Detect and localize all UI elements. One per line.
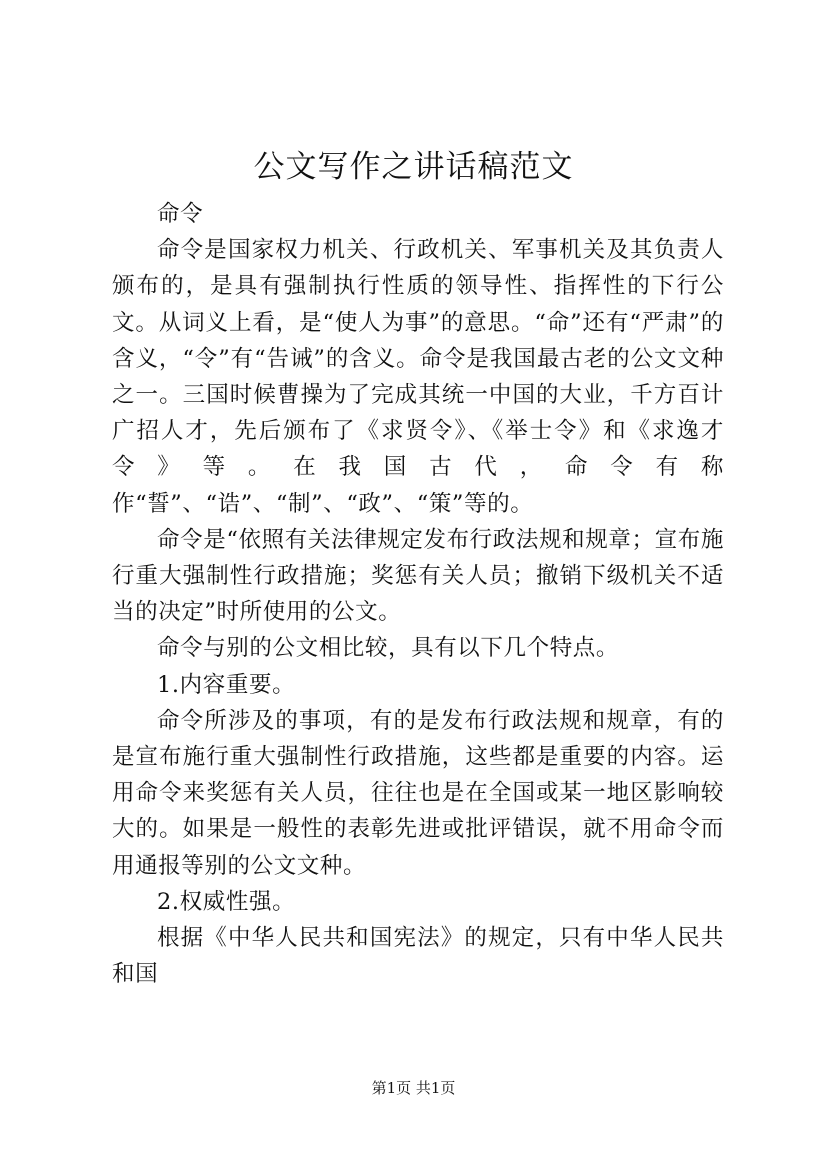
document-body [112,196,724,992]
document-title: 公文写作之讲话稿范文 [253,149,574,185]
paragraph: 命令是“依照有关法律规定发布行政法规和规章；宣布施行重大强制性行政措施；奖惩有关人员；撤销下级机关不适当的决定”时所使用的公文。 [112,526,724,626]
paragraph: 2.权威性强。 [157,888,296,915]
paragraph: 命令是国家权力机关、行政机关、军事机关及其负责人颁布的，是具有强制执行性质的领导性、指挥性的下行公文。从词义上看，是“使人为事”的意思。“命”还有“严肃”的含义，“令”有“告诫”的含义。命令是我国最古老的公文文种之一。三国时候曹操为了完成其统一中国的大业，千方百计广招人才，先后颁布了《求贤令》、《举士令》和《求逸才令》等。在我国古代，命令有称作“誓”、“诰”、“制”、“政”、“策”等的。 [112,237,724,517]
paragraph: 1.内容重要。 [157,671,296,698]
paragraph: 命令所涉及的事项，有的是发布行政法规和规章，有的是宣布施行重大强制性行政措施，这些都是重要的内容。运用命令来奖惩有关人员，往往也是在全国或某一地区影响较大的。如果是一般性的表彰先进或批评错误，就不用命令而用通报等别的公文文种。 [112,707,724,879]
paragraph: 命令 [157,201,204,227]
page-footer: 第1页 共1页 [371,1079,456,1097]
paragraph: 根据《中华人民共和国宪法》的规定，只有中华人民共和国 [112,925,724,988]
paragraph: 命令与别的公文相比较，具有以下几个特点。 [157,635,620,662]
